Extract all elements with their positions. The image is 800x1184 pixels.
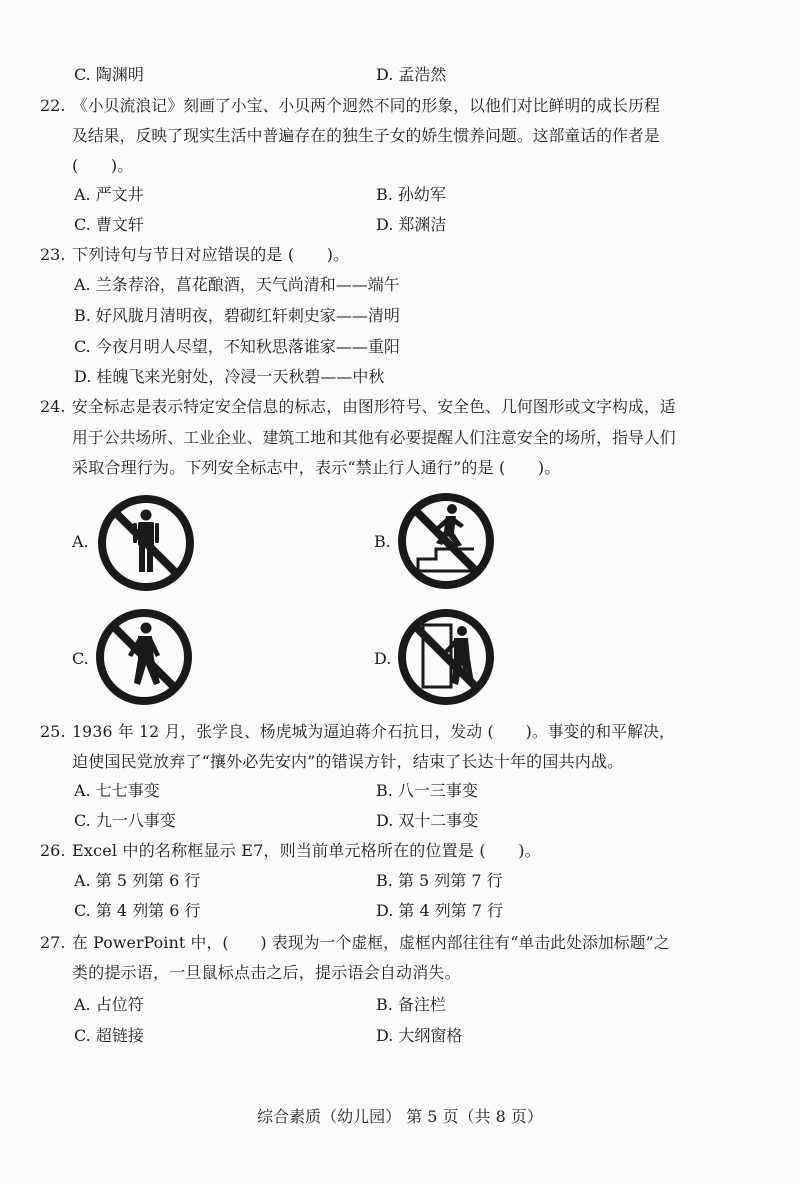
q27-number: 27. xyxy=(40,933,66,952)
q27-stem-line1: 在 PowerPoint 中，( ) 表现为一个虚框，虚框内部往往有“单击此处添加标题”之 xyxy=(72,933,670,952)
q24-stem-line2: 用于公共场所、工业企业、建筑工地和其他有必要提醒人们注意安全的场所，指导人们 xyxy=(72,428,676,447)
q22-option-a: A. 严文井 xyxy=(74,185,144,204)
q22-option-c: C. 曹文轩 xyxy=(74,215,144,234)
q24-stem-line3: 采取合理行为。下列安全标志中，表示“禁止行人通行”的是 ( )。 xyxy=(72,458,561,477)
q27-option-b: B. 备注栏 xyxy=(376,995,446,1014)
q25-option-a: A. 七七事变 xyxy=(74,781,160,800)
q26-stem: Excel 中的名称框显示 E7，则当前单元格所在的位置是 ( )。 xyxy=(72,841,541,860)
q24-label-c: C. xyxy=(72,649,89,668)
q25-stem-line2: 迫使国民党放弃了“攘外必先安内”的错误方针，结束了长达十年的国共内战。 xyxy=(72,752,624,771)
q27-option-a: A. 占位符 xyxy=(74,995,144,1014)
q23-stem: 下列诗句与节日对应错误的是 ( )。 xyxy=(72,245,350,264)
q23-option-a: A. 兰条荐浴，菖花酿酒，天气尚清和——端午 xyxy=(74,275,400,294)
q25-stem-line1: 1936 年 12 月，张学良、杨虎城为逼迫蒋介石抗日，发动 ( )。事变的和平解决， xyxy=(72,722,675,741)
q24-label-d: D. xyxy=(374,649,392,668)
no-pedestrian-icon xyxy=(94,607,194,707)
q24-number: 24. xyxy=(40,397,66,416)
q26-number: 26. xyxy=(40,841,66,860)
q22-stem-line2: 及结果，反映了现实生活中普遍存在的独生子女的娇生惯养问题。这部童话的作者是 xyxy=(72,126,660,145)
q26-option-d: D. 第 4 列第 7 行 xyxy=(376,901,504,920)
q23-option-b: B. 好风胧月清明夜，碧砌红轩刺史家——清明 xyxy=(74,306,400,325)
q22-option-d: D. 郑渊洁 xyxy=(376,215,447,234)
q21-option-c: C. 陶渊明 xyxy=(74,65,144,84)
q25-number: 25. xyxy=(40,722,66,741)
q22-stem-line3: ( )。 xyxy=(72,156,134,175)
q27-option-d: D. 大纲窗格 xyxy=(376,1026,463,1045)
q22-number: 22. xyxy=(40,96,66,115)
q24-label-a: A. xyxy=(72,532,89,551)
q26-option-b: B. 第 5 列第 7 行 xyxy=(376,871,503,890)
no-entry-door-icon xyxy=(396,607,496,707)
q22-stem-line1: 《小贝流浪记》刻画了小宝、小贝两个迥然不同的形象，以他们对比鲜明的成长历程 xyxy=(72,96,660,115)
q23-option-c: C. 今夜月明人尽望，不知秋思落谁家——重阳 xyxy=(74,337,400,356)
q23-number: 23. xyxy=(40,245,66,264)
q22-option-b: B. 孙幼军 xyxy=(376,185,446,204)
q26-option-a: A. 第 5 列第 6 行 xyxy=(74,871,201,890)
page-footer: 综合素质（幼儿园） 第 5 页（共 8 页） xyxy=(257,1107,543,1126)
q25-option-d: D. 双十二事变 xyxy=(376,811,479,830)
q24-label-b: B. xyxy=(374,532,391,551)
q24-stem-line1: 安全标志是表示特定安全信息的标志，由图形符号、安全色、几何图形或文字构成，适 xyxy=(72,397,676,416)
no-standing-person-icon xyxy=(96,493,196,593)
q25-option-b: B. 八一三事变 xyxy=(376,781,478,800)
q26-option-c: C. 第 4 列第 6 行 xyxy=(74,901,201,920)
q21-option-d: D. 孟浩然 xyxy=(376,65,447,84)
q27-stem-line2: 类的提示语，一旦鼠标点击之后，提示语会自动消失。 xyxy=(72,963,461,982)
q27-option-c: C. 超链接 xyxy=(74,1026,144,1045)
q23-option-d: D. 桂魄飞来光射处，冷浸一天秋碧——中秋 xyxy=(74,367,385,386)
no-stepping-icon xyxy=(396,491,496,591)
q25-option-c: C. 九一八事变 xyxy=(74,811,176,830)
